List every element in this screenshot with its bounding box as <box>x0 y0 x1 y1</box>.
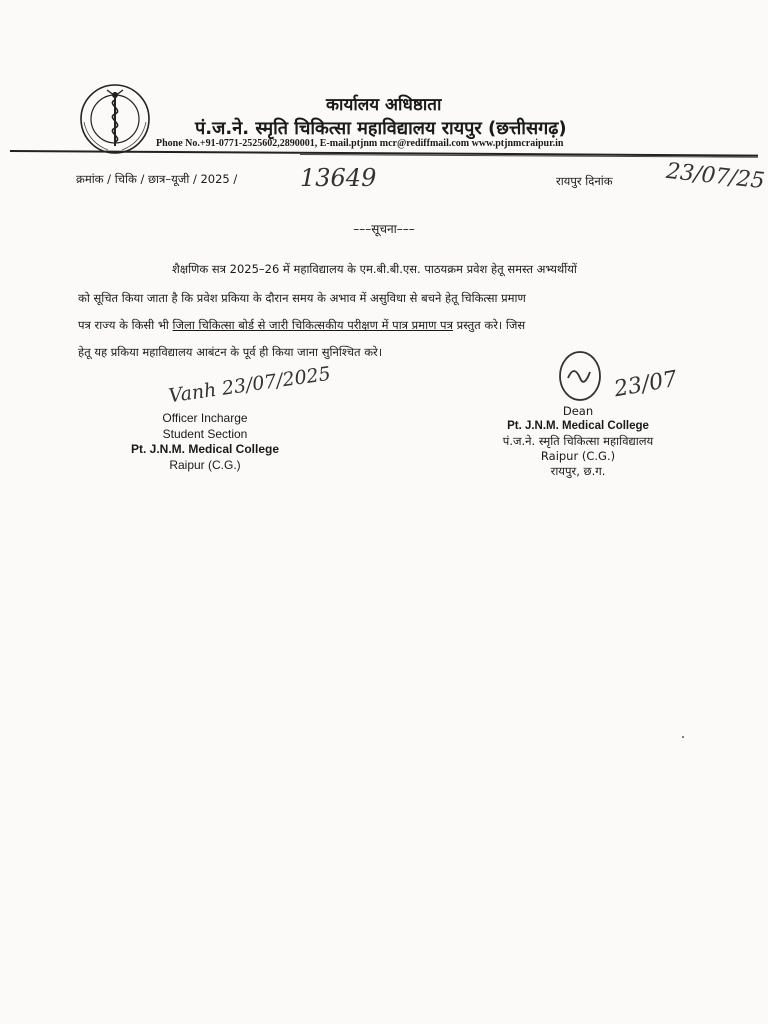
college-title: पं.ज.ने. स्मृति चिकित्सा महाविद्यालय रायपुर (छत्तीसगढ़) <box>195 118 567 139</box>
notice-line-3-end: प्रस्तुत करे। जिस <box>452 318 526 332</box>
stamp-line: Dean <box>562 404 594 418</box>
handwritten-date: 23/07/25 <box>664 158 766 195</box>
signatory-right-stamp <box>478 404 678 479</box>
contact-line: Phone No.+91-0771-2525602,2890001, E-mail.ptjnm mcr@rediffmail.com www.ptjnmcraipur.in <box>156 138 564 149</box>
notice-line-1: शैक्षणिक सत्र 2025–26 में महाविद्यालय के एम.बी.बी.एस. पाठयक्रम प्रवेश हेतू समस्त अभ्यर्थीयों <box>172 262 577 276</box>
stamp-line: Raipur (C.G.) <box>540 449 616 463</box>
stamp-line: Pt. J.N.M. Medical College <box>130 442 280 456</box>
stamp-line: Pt. J.N.M. Medical College <box>507 420 649 432</box>
notice-line-2: को सूचित किया जाता है कि प्रवेश प्रकिया के दौरान समय के अभाव में असुविधा से बचने हेतू चिकित्सा प्रमाण <box>78 291 526 305</box>
stamp-line: Officer Incharge <box>162 411 248 425</box>
stamp-line: पं.ज.ने. स्मृति चिकित्सा महाविद्यालय <box>502 434 654 448</box>
reference-number: 13649 <box>300 164 377 192</box>
college-emblem-icon <box>78 82 152 156</box>
place-date-label: रायपुर दिनांक <box>556 174 613 188</box>
notice-line-4: हेतू यह प्रकिया महाविद्यालय आबंटन के पूर्व ही किया जाना सुनिश्चित करे। <box>78 345 383 359</box>
stamp-line: रायपुर, छ.ग. <box>550 464 606 478</box>
notice-underlined-text: जिला चिकित्सा बोर्ड से जारी चिकित्सकीय परीक्षण में पात्र प्रमाण पत्र <box>172 318 453 332</box>
signature-left: Vanh 23/07/2025 <box>167 362 333 408</box>
signatory-left-stamp <box>130 411 280 473</box>
dean-signature-date: 23/07 <box>612 366 680 403</box>
reference-prefix: क्रमांक / चिकि / छात्र–यूजी / 2025 / <box>76 172 238 186</box>
speck <box>682 736 684 738</box>
notice-line-3-start: पत्र राज्य के किसी भी <box>78 318 173 332</box>
office-title: कार्यालय अधिष्ठाता <box>326 95 442 115</box>
notice-line-3 <box>78 318 525 333</box>
stamp-line: Raipur (C.G.) <box>169 457 241 472</box>
stamp-line: Student Section <box>162 426 248 441</box>
notice-heading: –––सूचना––– <box>353 222 415 236</box>
